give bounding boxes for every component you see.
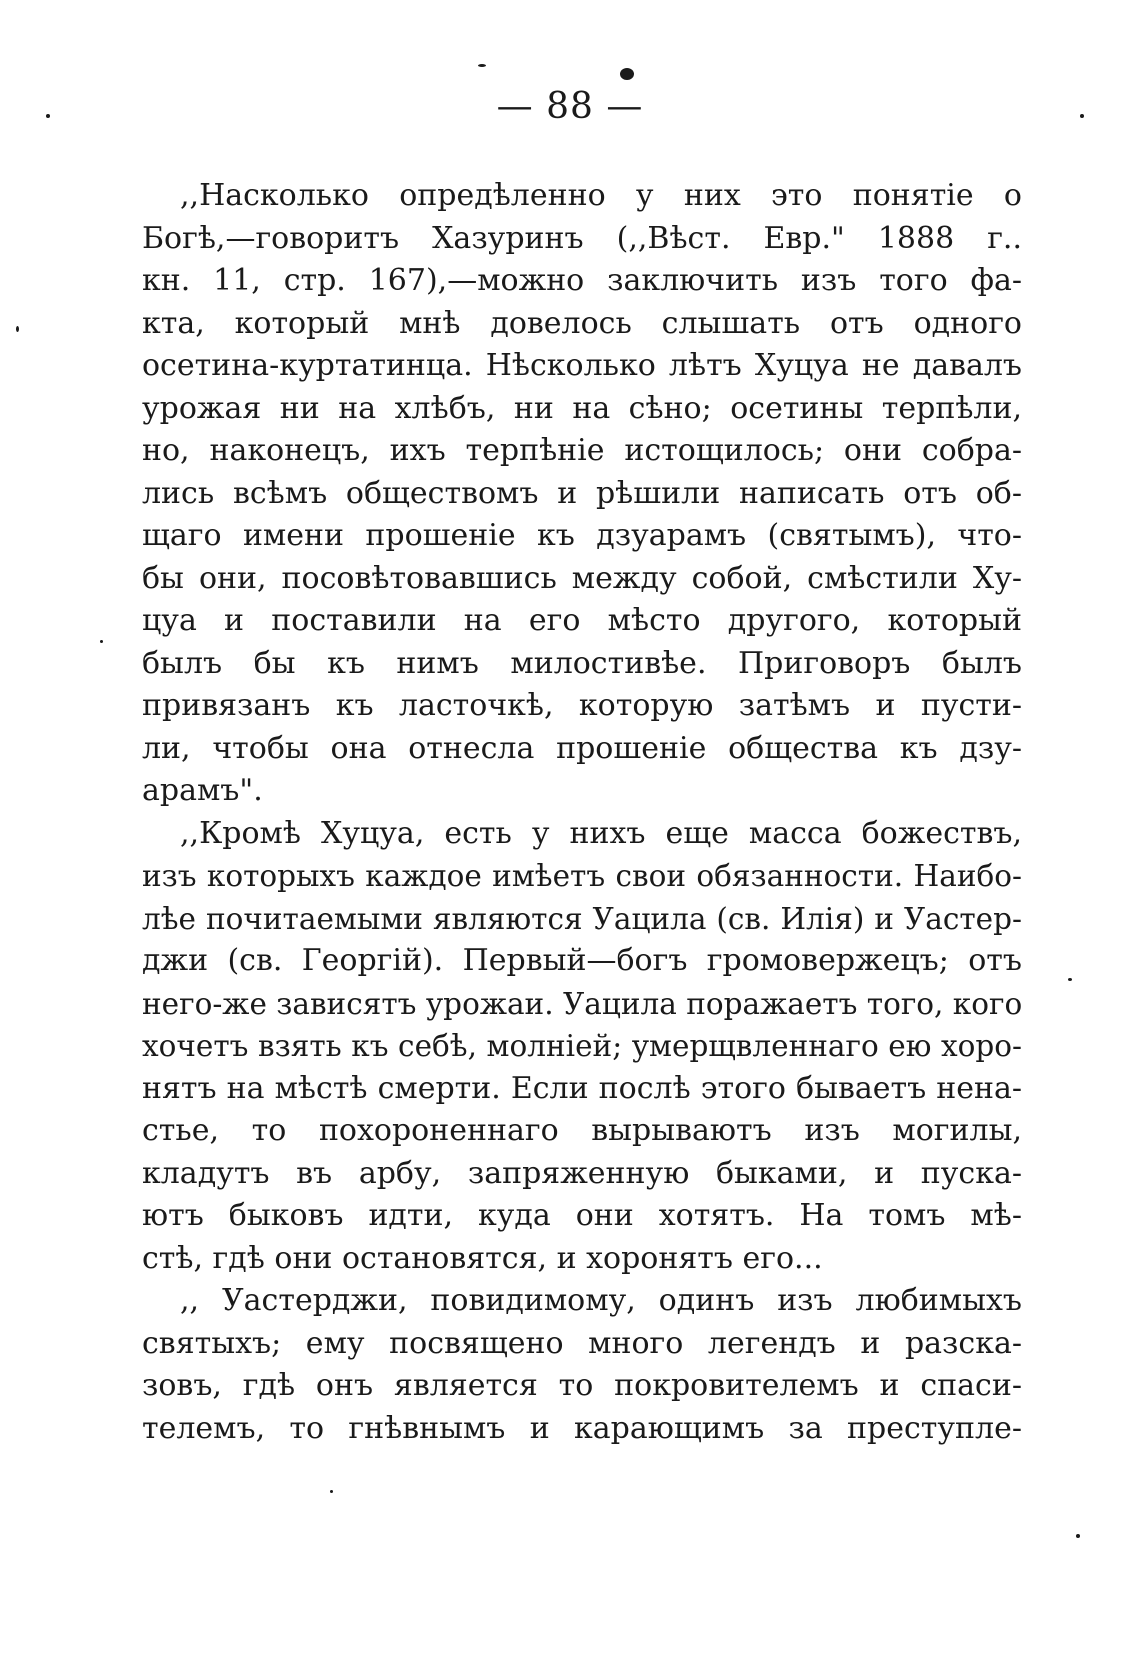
text-line: Богѣ,—говоритъ Хазуринъ (,,Вѣст. Евр." 1888 г.. xyxy=(142,220,1022,256)
text-line: джи (св. Георгій). Первый—богъ громовержецъ; отъ xyxy=(142,943,1022,978)
text-line: зовъ, гдѣ онъ является то покровителемъ и спаси- xyxy=(142,1368,1022,1403)
text-line: лѣе почитаемыми являются Уацила (св. Илія) и Уастер- xyxy=(142,901,1022,936)
text-line: арамъ". xyxy=(142,773,263,808)
text-line: ли, чтобы она отнесла прошеніе общества къ дзу- xyxy=(142,730,1022,766)
text-line: привязанъ къ ласточкѣ, которую затѣмъ и пусти- xyxy=(142,688,1022,723)
text-line: хочетъ взять къ себѣ, молніей; умерщвленнаго ею хоро- xyxy=(142,1029,1022,1063)
body-text xyxy=(142,175,1022,1450)
ink-speck xyxy=(620,68,634,80)
text-line: стье, то похороненнаго вырываютъ изъ могилы, xyxy=(142,1113,1022,1148)
ink-speck xyxy=(46,114,50,118)
text-line: ,,Насколько опредѣленно у них это понятіе о xyxy=(180,178,1022,213)
ink-speck xyxy=(478,64,486,67)
ink-speck xyxy=(1076,1534,1080,1538)
text-line: лись всѣмъ обществомъ и рѣшили написать отъ об- xyxy=(142,475,1022,511)
text-line: кладутъ въ арбу, запряженную быками, и пуска- xyxy=(142,1155,1022,1191)
ink-speck xyxy=(330,1490,333,1493)
text-line: ютъ быковъ идти, куда они хотятъ. На томъ мѣ- xyxy=(142,1198,1022,1233)
text-line: ,,Кромѣ Хуцуа, есть у нихъ еще масса божествъ, xyxy=(180,815,1022,851)
ink-speck xyxy=(16,326,19,332)
text-line: осетина-куртатинца. Нѣсколько лѣтъ Хуцуа не давалъ xyxy=(142,348,1022,383)
text-line: кн. 11, стр. 167),—можно заключить изъ того фа- xyxy=(142,263,1022,298)
text-line: нятъ на мѣстѣ смерти. Если послѣ этого бываетъ нена- xyxy=(142,1070,1022,1106)
page-number: — 88 — xyxy=(496,86,644,127)
text-line: телемъ, то гнѣвнымъ и карающимъ за преступле- xyxy=(142,1410,1022,1446)
text-line: урожая ни на хлѣбъ, ни на сѣно; осетины терпѣли, xyxy=(142,390,1022,426)
ink-speck xyxy=(1080,114,1084,118)
text-line: него-же зависятъ урожаи. Уацила поражаетъ того, кого xyxy=(142,986,1023,1021)
text-line: но, наконецъ, ихъ терпѣніе истощилось; они собра- xyxy=(142,433,1022,468)
ink-speck xyxy=(100,640,103,643)
ink-speck xyxy=(1068,978,1072,981)
text-line: ,, Уастерджи, повидимому, одинъ изъ любимыхъ xyxy=(180,1283,1022,1318)
text-line: изъ которыхъ каждое имѣетъ свои обязанности. Наибо- xyxy=(142,859,1022,893)
text-line: бы они, посовѣтовавшись между собой, смѣстили Ху- xyxy=(142,560,1022,596)
text-line: цуа и поставили на его мѣсто другого, который xyxy=(142,603,1022,638)
text-line: кта, который мнѣ довелось слышать отъ одного xyxy=(142,305,1022,341)
text-line: святыхъ; ему посвящено много легендъ и разска- xyxy=(142,1325,1022,1361)
text-line: щаго имени прошеніе къ дзуарамъ (святымъ), что- xyxy=(142,518,1022,553)
text-line: былъ бы къ нимъ милостивѣе. Приговоръ былъ xyxy=(142,645,1022,681)
text-line: стѣ, гдѣ они остановятся, и хоронятъ его... xyxy=(142,1240,823,1276)
